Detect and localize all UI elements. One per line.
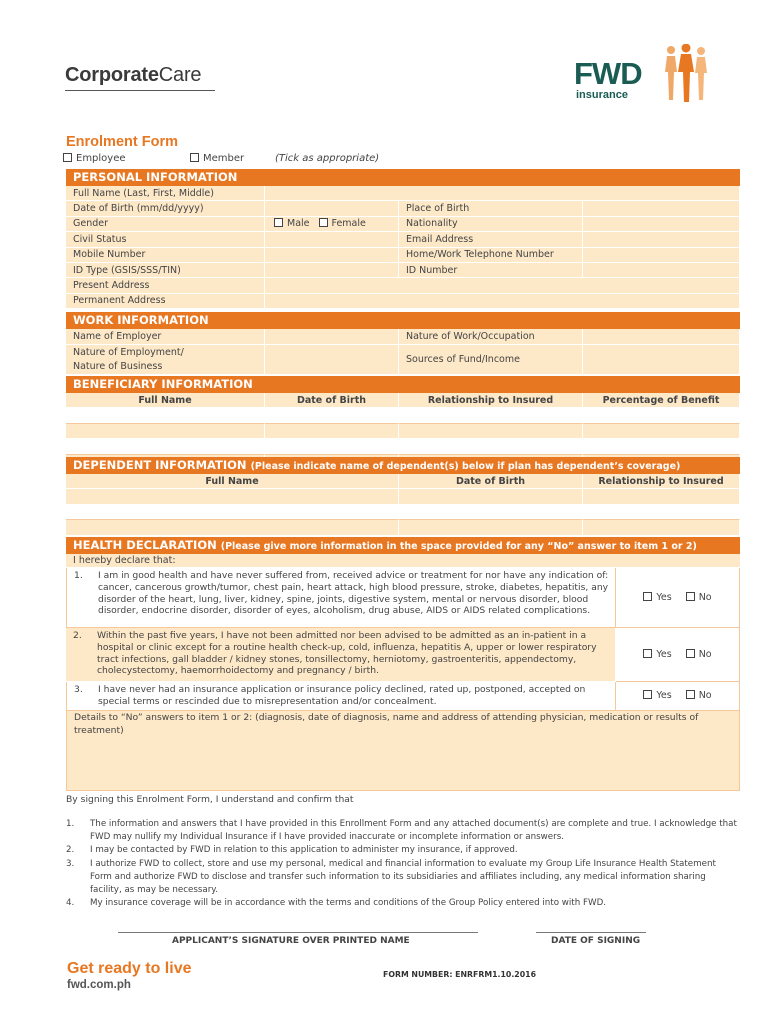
male-checkbox[interactable] <box>274 218 283 227</box>
funds-field[interactable] <box>583 345 740 375</box>
answer-options <box>616 628 740 682</box>
section-note: (Please indicate name of dependent(s) below if plan has dependent’s coverage) <box>250 461 681 472</box>
full-name-label: Full Name (Last, First, Middle) <box>66 186 265 201</box>
employee-checkbox[interactable] <box>63 153 72 162</box>
no-checkbox[interactable] <box>686 690 695 699</box>
yes-label: Yes <box>656 649 672 660</box>
gender-label: Gender <box>66 217 265 232</box>
date-label: DATE OF SIGNING <box>551 936 641 946</box>
beneficiary-relationship-field[interactable] <box>399 439 583 454</box>
item-number: 1. <box>74 570 83 581</box>
dependent-dob-field[interactable] <box>399 489 583 504</box>
beneficiary-percentage-field[interactable] <box>583 408 740 423</box>
brand-underline <box>65 90 215 91</box>
employer-field[interactable] <box>265 329 399 345</box>
dependent-relationship-field[interactable] <box>583 520 740 535</box>
term-item <box>66 818 740 844</box>
no-checkbox[interactable] <box>686 649 695 658</box>
website-url: fwd.com.ph <box>67 979 131 991</box>
no-checkbox[interactable] <box>686 592 695 601</box>
section-header <box>66 457 740 474</box>
column-header: Date of Birth <box>399 474 583 489</box>
fwd-logo <box>574 44 714 104</box>
male-label: Male <box>287 218 310 230</box>
beneficiary-name-field[interactable] <box>66 424 265 439</box>
beneficiary-dob-field[interactable] <box>265 408 399 423</box>
id-number-field[interactable] <box>583 263 740 278</box>
brand-name-light: Care <box>158 64 202 86</box>
member-checkbox[interactable] <box>190 153 199 162</box>
no-label: No <box>698 690 712 702</box>
term-number: 3. <box>66 858 75 869</box>
beneficiary-percentage-field[interactable] <box>583 424 740 439</box>
terms-list <box>66 818 740 910</box>
email-field[interactable] <box>583 232 740 247</box>
column-header: Full Name <box>66 474 399 489</box>
health-declaration-section <box>66 537 740 791</box>
health-item-text <box>66 628 616 682</box>
item-number: 3. <box>74 684 83 695</box>
dependent-name-field[interactable] <box>66 520 399 535</box>
form-title: Enrolment Form <box>66 134 178 150</box>
yes-label: Yes <box>656 690 672 702</box>
home-phone-label: Home/Work Telephone Number <box>399 248 583 263</box>
beneficiary-dob-field[interactable] <box>265 439 399 454</box>
term-number: 1. <box>66 819 75 829</box>
id-number-label: ID Number <box>399 263 583 278</box>
civil-status-field[interactable] <box>265 232 399 247</box>
column-header: Date of Birth <box>265 393 399 408</box>
term-number: 2. <box>66 845 75 856</box>
mobile-field[interactable] <box>265 248 399 263</box>
beneficiary-dob-field[interactable] <box>265 424 399 439</box>
male-option[interactable] <box>274 218 310 229</box>
dependent-dob-field[interactable] <box>399 520 583 535</box>
yes-option[interactable] <box>643 592 671 603</box>
present-address-label: Present Address <box>66 278 265 293</box>
member-label: Member <box>203 153 245 164</box>
section-header <box>66 537 740 554</box>
gender-options <box>265 217 399 232</box>
beneficiary-name-field[interactable] <box>66 439 265 454</box>
full-name-field[interactable] <box>265 186 740 201</box>
tick-note: (Tick as appropriate) <box>275 153 380 164</box>
dependent-dob-field[interactable] <box>399 505 583 520</box>
work-information-section <box>66 312 740 375</box>
signature-label: APPLICANT’S SIGNATURE OVER PRINTED NAME <box>172 936 410 946</box>
employment-label-line1: Nature of Employment/ <box>73 346 184 358</box>
item-number: 2. <box>73 630 82 641</box>
details-textarea[interactable] <box>66 709 740 791</box>
column-header: Relationship to Insured <box>399 393 583 408</box>
form-number: FORM NUMBER: ENRFRM1.10.2016 <box>383 970 536 979</box>
declaration-intro: I hereby declare that: <box>66 554 740 568</box>
yes-checkbox[interactable] <box>643 690 652 699</box>
beneficiary-information-section <box>66 376 740 470</box>
funds-label: Sources of Fund/Income <box>399 345 583 375</box>
term-item <box>66 858 740 898</box>
term-item <box>66 844 740 857</box>
occupation-label: Nature of Work/Occupation <box>399 329 583 345</box>
beneficiary-relationship-field[interactable] <box>399 424 583 439</box>
beneficiary-relationship-field[interactable] <box>399 408 583 423</box>
no-option[interactable] <box>686 649 712 660</box>
answer-options <box>616 682 740 711</box>
health-item <box>66 682 740 709</box>
answer-options <box>616 568 740 628</box>
term-number: 4. <box>66 898 75 909</box>
dob-field[interactable] <box>265 201 399 216</box>
term-text: I may be contacted by FWD in relation to this application to administer my insurance, if approved. <box>90 845 518 856</box>
personal-information-section <box>66 169 740 309</box>
permanent-address-label: Permanent Address <box>66 294 265 309</box>
term-item <box>66 897 740 910</box>
employee-option[interactable] <box>63 153 126 164</box>
yes-checkbox[interactable] <box>643 649 652 658</box>
civil-status-label: Civil Status <box>66 232 265 247</box>
dependent-name-field[interactable] <box>66 505 399 520</box>
column-header: Full Name <box>66 393 265 408</box>
no-option[interactable] <box>686 592 712 603</box>
logo-text: FWD <box>574 56 642 91</box>
home-phone-field[interactable] <box>583 248 740 263</box>
dependent-name-field[interactable] <box>66 489 399 504</box>
id-type-label: ID Type (GSIS/SSS/TIN) <box>66 263 265 278</box>
column-header: Percentage of Benefit <box>583 393 740 408</box>
employment-label <box>66 345 265 375</box>
section-header: WORK INFORMATION <box>66 312 740 329</box>
section-header: PERSONAL INFORMATION <box>66 169 740 186</box>
yes-option[interactable] <box>643 690 671 701</box>
date-line[interactable] <box>536 932 646 933</box>
health-item <box>66 628 740 682</box>
dependent-relationship-field[interactable] <box>583 489 740 504</box>
dependent-relationship-field[interactable] <box>583 505 740 520</box>
id-type-field[interactable] <box>265 263 399 278</box>
email-label: Email Address <box>399 232 583 247</box>
place-of-birth-label: Place of Birth <box>399 201 583 216</box>
beneficiary-percentage-field[interactable] <box>583 439 740 454</box>
no-label: No <box>698 592 712 603</box>
term-text: My insurance coverage will be in accordance with the terms and conditions of the Group Policy entered into with FWD. <box>90 898 607 909</box>
term-text: I authorize FWD to collect, store and use my personal, medical and financial information to evaluate my Group Life Insurance Health Statement Form and authorize FWD to disclose and transfer such information to its subsidiaries and affiliates including, any medical information sharing facility, as may be necessary. <box>90 858 716 896</box>
brand-name-bold: Corporate <box>65 64 159 86</box>
employment-field[interactable] <box>265 345 399 375</box>
section-header: BENEFICIARY INFORMATION <box>66 376 740 393</box>
logo-subtext: insurance <box>576 89 628 101</box>
tagline: Get ready to live <box>67 960 192 977</box>
female-checkbox[interactable] <box>319 218 328 227</box>
nationality-field[interactable] <box>583 217 740 232</box>
health-item <box>66 568 740 628</box>
section-title: HEALTH DECLARATION <box>73 538 217 552</box>
member-type-row <box>63 153 463 166</box>
yes-label: Yes <box>656 592 672 603</box>
brand-name <box>65 64 201 87</box>
present-address-field[interactable] <box>265 278 740 293</box>
yes-option[interactable] <box>643 649 671 660</box>
running-people-icon <box>662 44 712 102</box>
item-text: I have never had an insurance application or insurance policy declined, rated up, postponed, accepted on special terms or rescinded due to misrepresentation and/or concealment. <box>98 684 586 707</box>
dob-label: Date of Birth (mm/dd/yyyy) <box>66 201 265 216</box>
female-option[interactable] <box>319 218 366 229</box>
term-text: The information and answers that I have provided in this Enrollment Form and any attached document(s) are complete and true. I acknowledge that FWD may nullify my Individual Insurance if I have provided inaccurate or incomplete information or answers. <box>90 819 737 843</box>
section-note: (Please give more information in the space provided for any “No” answer to item 1 or 2) <box>220 541 697 552</box>
signature-line[interactable] <box>118 932 478 933</box>
item-text: I am in good health and have never suffered from, received advice or treatment for nor have any indication of: cancer, cancerous growth/tumor, chest pain, heart attack, high blood pressure, stroke, diabetes, hepatitis, any disorder of the heart, lung, liver, kidney, spine, joints, digestive system, mental or nervous disorder, blood disorder, endocrine disorder, disorder of eyes, alcoholism, drug abuse, AIDS or AIDS related complications. <box>98 570 609 617</box>
no-label: No <box>698 649 712 660</box>
dependent-information-section <box>66 457 740 536</box>
beneficiary-name-field[interactable] <box>66 408 265 423</box>
female-label: Female <box>331 218 366 230</box>
employer-label: Name of Employer <box>66 329 265 345</box>
employee-label: Employee <box>76 153 126 164</box>
yes-checkbox[interactable] <box>643 592 652 601</box>
confirmation-intro: By signing this Enrolment Form, I understand and confirm that <box>66 794 354 805</box>
member-option[interactable] <box>190 153 244 164</box>
health-item-text <box>66 682 616 711</box>
occupation-field[interactable] <box>583 329 740 345</box>
nationality-label: Nationality <box>399 217 583 232</box>
column-header: Relationship to Insured <box>583 474 740 489</box>
employment-label-line2: Nature of Business <box>73 360 163 372</box>
mobile-label: Mobile Number <box>66 248 265 263</box>
section-title: DEPENDENT INFORMATION <box>73 458 247 472</box>
health-item-text <box>66 568 616 628</box>
no-option[interactable] <box>686 690 712 701</box>
item-text: Within the past five years, I have not been admitted nor been advised to be admitted as an in-patient in a hospital or clinic except for a routine health check-up, cold, influenza, hepatitis A, upper or lower respiratory tract infections, gall bladder / kidney stones, tonsillectomy, herniotomy, gastroenteritis, appendectomy, cholecystectomy, haemorrhoidectomy and pregnancy / birth. <box>97 630 597 677</box>
permanent-address-field[interactable] <box>265 294 740 309</box>
place-of-birth-field[interactable] <box>583 201 740 216</box>
details-label: Details to “No” answers to item 1 or 2: (diagnosis, date of diagnosis, name and address of attending physician, medication or results of treatment) <box>74 712 699 736</box>
